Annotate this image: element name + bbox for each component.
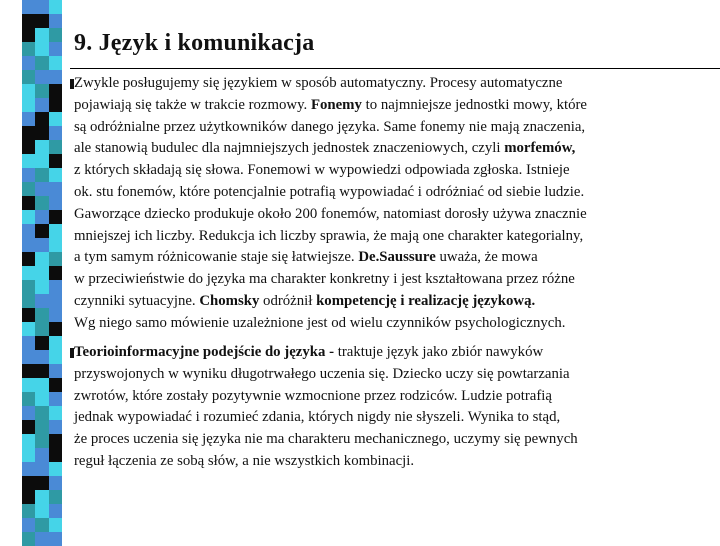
text-line: [74, 386, 714, 408]
stripe-cell: [35, 238, 48, 252]
stripe-segment: [22, 364, 62, 378]
text-run: mniejszej ich liczby. Redukcja ich liczby sprawia, że mają one charakter kategorialny,: [74, 227, 584, 244]
text-run: przyswojonych w wyniku długotrwałego uczenia się. Dziecko uczy się powtarzania: [74, 365, 570, 382]
stripe-segment: [22, 350, 62, 364]
stripe-segment: [22, 196, 62, 210]
stripe-cell: [22, 140, 35, 154]
stripe-cell: [35, 154, 48, 168]
stripe-cell: [49, 308, 62, 322]
stripe-cell: [35, 476, 48, 490]
stripe-cell: [22, 238, 35, 252]
emphasized-term: Fonemy: [310, 96, 362, 113]
stripe-cell: [35, 224, 48, 238]
stripe-cell: [22, 266, 35, 280]
stripe-cell: [22, 406, 35, 420]
stripe-cell: [35, 434, 48, 448]
stripe-segment: [22, 294, 62, 308]
text-run: to najmniejsze jednostki mowy, które: [361, 96, 587, 113]
stripe-cell: [49, 238, 62, 252]
stripe-segment: [22, 126, 62, 140]
stripe-cell: [35, 14, 48, 28]
stripe-cell: [22, 224, 35, 238]
stripe-cell: [35, 350, 48, 364]
stripe-segment: [22, 140, 62, 154]
stripe-cell: [22, 280, 35, 294]
stripe-segment: [22, 490, 62, 504]
stripe-cell: [35, 56, 48, 70]
stripe-segment: [22, 182, 62, 196]
text-line: [74, 429, 714, 451]
stripe-segment: [22, 518, 62, 532]
stripe-cell: [49, 210, 62, 224]
paragraph-information-theory: [74, 342, 714, 473]
text-run: a tym samym różnicowanie staje się łatwiejsze.: [74, 249, 359, 266]
text-run: z których składają się słowa. Fonemowi w wypowiedzi odpowiada zgłoska. Istnieje: [74, 162, 570, 179]
text-run: czynniki sytuacyjne.: [74, 292, 200, 309]
emphasized-term: morfemów,: [504, 140, 576, 157]
stripe-cell: [49, 196, 62, 210]
stripe-cell: [22, 462, 35, 476]
stripe-segment: [22, 336, 62, 350]
text-run: Zwykle posługujemy się językiem w sposób automatyczny. Procesy automatyczne: [74, 75, 563, 91]
stripe-cell: [35, 196, 48, 210]
stripe-cell: [35, 42, 48, 56]
text-run: zwrotów, które zostały pozytywnie wzmocnione przez rodziców. Ludzie potrafią: [74, 387, 552, 404]
stripe-cell: [49, 518, 62, 532]
text-run: że proces uczenia się języka nie ma charakteru mechanicznego, uczymy się pewnych: [74, 431, 578, 448]
stripe-segment: [22, 378, 62, 392]
stripe-cell: [49, 0, 62, 14]
stripe-cell: [35, 280, 48, 294]
stripe-segment: [22, 308, 62, 322]
emphasized-term: De.Saussure: [358, 249, 436, 266]
slide-title: 9. Język i komunikacja: [74, 30, 315, 56]
stripe-cell: [22, 308, 35, 322]
text-run: traktuje język jako zbiór nawyków: [334, 344, 544, 360]
stripe-cell: [49, 98, 62, 112]
text-line: [74, 342, 714, 364]
stripe-cell: [35, 294, 48, 308]
stripe-cell: [35, 392, 48, 406]
stripe-cell: [22, 392, 35, 406]
stripe-cell: [49, 70, 62, 84]
stripe-cell: [49, 168, 62, 182]
stripe-cell: [35, 168, 48, 182]
stripe-cell: [22, 504, 35, 518]
text-line: [74, 269, 714, 291]
text-line: [74, 182, 714, 204]
text-run: reguł łączenia ze sobą słów, a nie wszystkich kombinacji.: [74, 452, 415, 469]
stripe-segment: [22, 14, 62, 28]
stripe-cell: [22, 112, 35, 126]
paragraph-phonemes: [74, 73, 714, 335]
text-line: [74, 95, 714, 117]
stripe-cell: [22, 196, 35, 210]
text-line: [74, 364, 714, 386]
stripe-cell: [22, 532, 35, 546]
stripe-segment: [22, 28, 62, 42]
stripe-segment: [22, 392, 62, 406]
stripe-segment: [22, 420, 62, 434]
text-line: [74, 451, 714, 473]
text-run: Gaworzące dziecko produkuje około 200 fonemów, natomiast dorosły używa znacznie: [74, 205, 587, 222]
stripe-cell: [22, 420, 35, 434]
stripe-segment: [22, 462, 62, 476]
stripe-cell: [35, 182, 48, 196]
text-run: pojawiają się także w trakcie rozmowy.: [74, 96, 311, 113]
text-line: [74, 313, 714, 335]
stripe-cell: [49, 378, 62, 392]
text-line: [74, 226, 714, 248]
stripe-segment: [22, 210, 62, 224]
stripe-cell: [35, 252, 48, 266]
stripe-segment: [22, 42, 62, 56]
stripe-cell: [22, 154, 35, 168]
stripe-cell: [35, 210, 48, 224]
stripe-cell: [35, 98, 48, 112]
stripe-segment: [22, 98, 62, 112]
text-run: są odróżnialne przez użytkowników danego języka. Same fonemy nie mają znaczenia,: [74, 118, 586, 135]
stripe-cell: [49, 56, 62, 70]
stripe-cell: [22, 168, 35, 182]
stripe-cell: [35, 112, 48, 126]
stripe-segment: [22, 532, 62, 546]
stripe-cell: [22, 14, 35, 28]
stripe-cell: [22, 518, 35, 532]
stripe-cell: [49, 532, 62, 546]
stripe-cell: [49, 434, 62, 448]
decorative-stripe: [22, 0, 62, 540]
stripe-segment: [22, 504, 62, 518]
stripe-cell: [49, 14, 62, 28]
stripe-cell: [22, 84, 35, 98]
stripe-cell: [22, 364, 35, 378]
stripe-cell: [22, 70, 35, 84]
stripe-cell: [35, 378, 48, 392]
stripe-cell: [49, 462, 62, 476]
text-line: [74, 247, 714, 269]
stripe-cell: [35, 266, 48, 280]
stripe-segment: [22, 266, 62, 280]
stripe-cell: [22, 0, 35, 14]
stripe-cell: [35, 308, 48, 322]
stripe-cell: [35, 28, 48, 42]
stripe-segment: [22, 112, 62, 126]
stripe-cell: [49, 42, 62, 56]
stripe-cell: [49, 336, 62, 350]
stripe-cell: [22, 350, 35, 364]
text-line: [74, 407, 714, 429]
stripe-cell: [49, 350, 62, 364]
stripe-cell: [49, 504, 62, 518]
stripe-cell: [35, 322, 48, 336]
stripe-cell: [35, 532, 48, 546]
text-line: [74, 138, 714, 160]
emphasized-term: Teorioinformacyjne podejście do języka -: [74, 344, 335, 360]
stripe-cell: [22, 322, 35, 336]
text-line: [74, 160, 714, 182]
stripe-cell: [35, 490, 48, 504]
stripe-cell: [49, 140, 62, 154]
stripe-cell: [35, 126, 48, 140]
text-run: w przeciwieństwie do języka ma charakter konkretny i jest kształtowana przez różne: [74, 271, 575, 288]
stripe-cell: [22, 28, 35, 42]
stripe-segment: [22, 238, 62, 252]
stripe-cell: [35, 140, 48, 154]
stripe-cell: [22, 434, 35, 448]
stripe-segment: [22, 70, 62, 84]
stripe-segment: [22, 476, 62, 490]
text-run: uważa, że mowa: [435, 249, 538, 266]
stripe-segment: [22, 224, 62, 238]
stripe-segment: [22, 154, 62, 168]
text-run: odróżnił: [259, 292, 317, 309]
stripe-cell: [49, 266, 62, 280]
stripe-cell: [35, 448, 48, 462]
stripe-cell: [22, 336, 35, 350]
text-line: [74, 291, 714, 313]
text-line: [74, 117, 714, 139]
stripe-cell: [22, 294, 35, 308]
stripe-cell: [35, 0, 48, 14]
stripe-cell: [49, 182, 62, 196]
stripe-segment: [22, 252, 62, 266]
emphasized-term: Chomsky: [199, 292, 260, 309]
stripe-cell: [49, 406, 62, 420]
text-run: ale stanowią budulec dla najmniejszych jednostek znaczeniowych, czyli: [74, 140, 505, 157]
stripe-cell: [22, 378, 35, 392]
text-run: jednak wypowiadać i rozumieć zdania, których nigdy nie słyszeli. Wynika to stąd,: [74, 409, 561, 426]
stripe-cell: [35, 336, 48, 350]
stripe-cell: [49, 490, 62, 504]
stripe-segment: [22, 84, 62, 98]
stripe-cell: [49, 476, 62, 490]
stripe-cell: [35, 406, 48, 420]
stripe-segment: [22, 434, 62, 448]
text-line: [74, 73, 714, 95]
stripe-cell: [49, 280, 62, 294]
stripe-segment: [22, 280, 62, 294]
stripe-cell: [49, 84, 62, 98]
stripe-segment: [22, 0, 62, 14]
stripe-cell: [49, 154, 62, 168]
stripe-cell: [22, 252, 35, 266]
stripe-cell: [22, 98, 35, 112]
stripe-cell: [49, 294, 62, 308]
stripe-segment: [22, 56, 62, 70]
text-line: [74, 204, 714, 226]
stripe-cell: [35, 84, 48, 98]
stripe-cell: [35, 364, 48, 378]
stripe-cell: [35, 462, 48, 476]
stripe-cell: [49, 28, 62, 42]
stripe-cell: [22, 182, 35, 196]
text-run: ok. stu fonemów, które potencjalnie potrafią wypowiadać i odróżniać od siebie ludzie.: [74, 183, 585, 200]
stripe-cell: [22, 490, 35, 504]
stripe-cell: [35, 420, 48, 434]
stripe-cell: [49, 252, 62, 266]
stripe-segment: [22, 406, 62, 420]
stripe-cell: [22, 476, 35, 490]
stripe-cell: [35, 518, 48, 532]
stripe-cell: [49, 126, 62, 140]
stripe-cell: [49, 448, 62, 462]
stripe-cell: [49, 420, 62, 434]
stripe-segment: [22, 322, 62, 336]
stripe-cell: [22, 42, 35, 56]
stripe-cell: [49, 224, 62, 238]
stripe-cell: [49, 322, 62, 336]
title-underline: [70, 68, 720, 69]
stripe-cell: [22, 210, 35, 224]
stripe-cell: [22, 56, 35, 70]
stripe-segment: [22, 448, 62, 462]
stripe-cell: [49, 364, 62, 378]
stripe-cell: [49, 112, 62, 126]
stripe-cell: [35, 70, 48, 84]
stripe-cell: [49, 392, 62, 406]
stripe-cell: [22, 448, 35, 462]
stripe-cell: [35, 504, 48, 518]
stripe-cell: [22, 126, 35, 140]
stripe-segment: [22, 168, 62, 182]
emphasized-term: kompetencję i realizację językową.: [316, 292, 536, 309]
text-run: Wg niego samo mówienie uzależnione jest od wielu czynników psychologicznych.: [74, 314, 566, 331]
